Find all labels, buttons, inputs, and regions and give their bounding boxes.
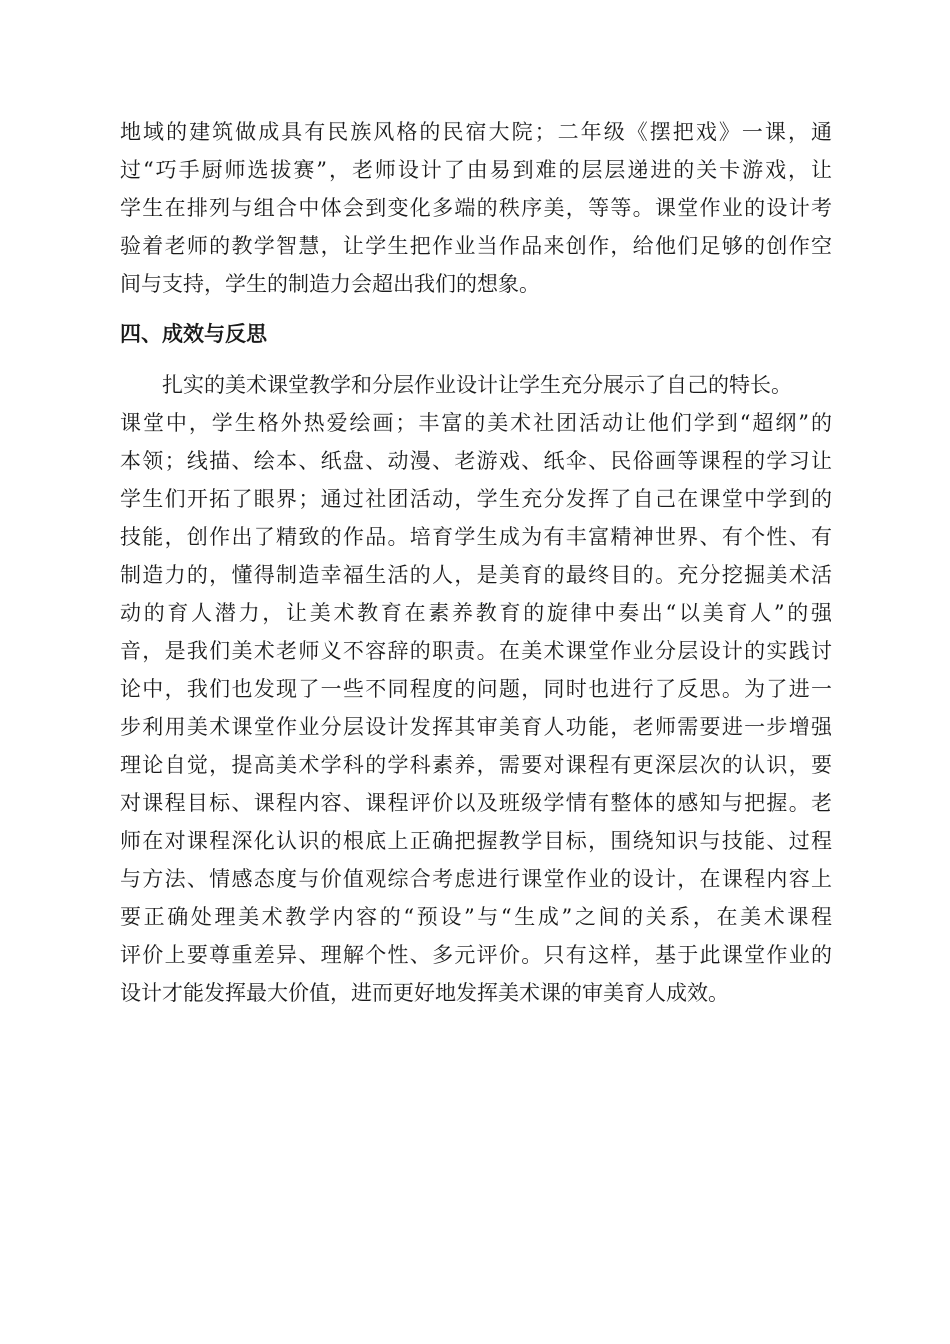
paragraph-line: 本领；线描、绘本、纸盘、动漫、老游戏、纸伞、民俗画等课程的学习让 (120, 449, 832, 473)
paragraph-line: 师在对课程深化认识的根底上正确把握教学目标，围绕知识与技能、过程 (120, 829, 832, 853)
paragraph-line: 扎实的美术课堂教学和分层作业设计让学生充分展示了自己的特长。 (162, 373, 792, 397)
paragraph-line: 学生在排列与组合中体会到变化多端的秩序美，等等。课堂作业的设计考 (120, 196, 832, 220)
paragraph-line: 与方法、情感态度与价值观综合考虑进行课堂作业的设计，在课程内容上 (120, 867, 832, 891)
paragraph-line: 制造力的，懂得制造幸福生活的人，是美育的最终目的。充分挖掘美术活 (120, 563, 832, 587)
paragraph-line: 验着老师的教学智慧，让学生把作业当作品来创作，给他们足够的创作空 (120, 234, 832, 258)
paragraph-line: 要正确处理美术教学内容的“预设”与“生成”之间的关系，在美术课程 (120, 905, 832, 929)
paragraph-line: 步利用美术课堂作业分层设计发挥其审美育人功能，老师需要进一步增强 (120, 715, 832, 739)
section-heading: 四、成效与反思 (120, 322, 267, 346)
paragraph-line: 课堂中，学生格外热爱绘画；丰富的美术社团活动让他们学到“超纲”的 (120, 411, 832, 435)
paragraph-line: 学生们开拓了眼界；通过社团活动，学生充分发挥了自己在课堂中学到的 (120, 487, 832, 511)
paragraph-line: 间与支持，学生的制造力会超出我们的想象。 (120, 272, 540, 296)
paragraph-line: 评价上要尊重差异、理解个性、多元评价。只有这样，基于此课堂作业的 (120, 943, 832, 967)
paragraph-line: 对课程目标、课程内容、课程评价以及班级学情有整体的感知与把握。老 (120, 791, 832, 815)
paragraph-line: 动的育人潜力，让美术教育在素养教育的旋律中奏出“以美育人”的强 (120, 601, 832, 625)
paragraph-line: 设计才能发挥最大价值，进而更好地发挥美术课的审美育人成效。 (120, 981, 729, 1005)
paragraph-line: 理论自觉，提高美术学科的学科素养，需要对课程有更深层次的认识，要 (120, 753, 832, 777)
paragraph-line: 技能，创作出了精致的作品。培育学生成为有丰富精神世界、有个性、有 (120, 525, 832, 549)
paragraph-line: 过“巧手厨师选拔赛”，老师设计了由易到难的层层递进的关卡游戏，让 (120, 158, 832, 182)
paragraph-line: 音，是我们美术老师义不容辞的职责。在美术课堂作业分层设计的实践讨 (120, 639, 832, 663)
paragraph-line: 地域的建筑做成具有民族风格的民宿大院；二年级《摆把戏》一课，通 (120, 120, 832, 144)
paragraph-line: 论中，我们也发现了一些不同程度的问题，同时也进行了反思。为了进一 (120, 677, 832, 701)
